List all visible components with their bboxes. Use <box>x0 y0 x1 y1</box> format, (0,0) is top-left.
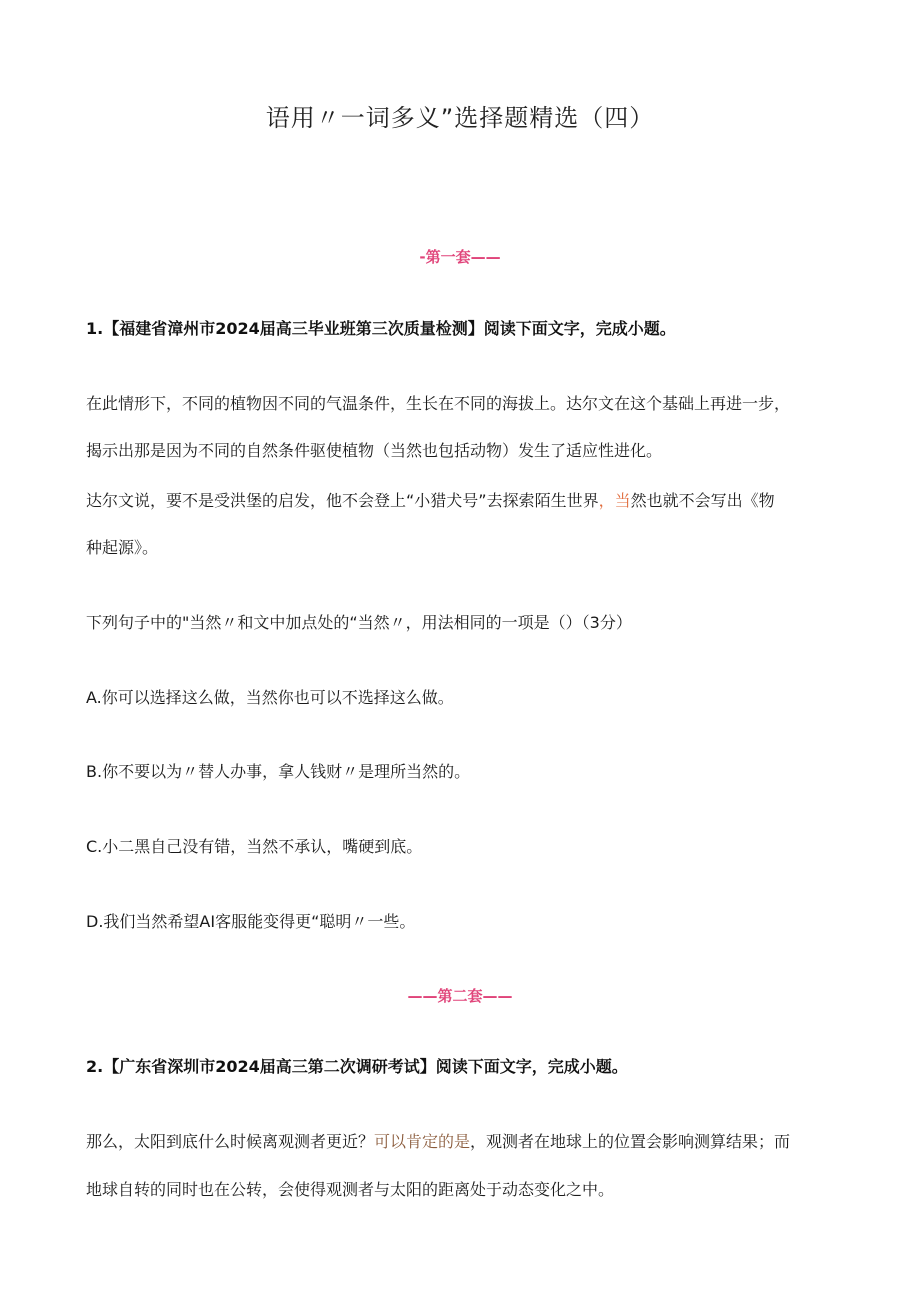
page-title: 语用〃一词多义”选择题精选（四） <box>265 104 655 132</box>
question-2-passage-line-1 <box>86 1129 846 1152</box>
section-divider-set-2: ——第二套—— <box>407 987 513 1005</box>
highlighted-phrase: 可以肯定的是 <box>374 1132 471 1151</box>
question-1-passage-line-1: 在此情形下，不同的植物因不同的气温条件，生长在不同的海拔上。达尔文在这个基础上再进一步， <box>86 394 791 413</box>
option-d: D.我们当然希望AI客服能变得更“聪明〃一些。 <box>86 912 416 931</box>
question-2-passage-line-2: 地球自转的同时也在公转，会使得观测者与太阳的距离处于动态变化之中。 <box>86 1180 615 1199</box>
question-1-heading: 1.【福建省漳州市2024届高三毕业班第三次质量检测】阅读下面文字，完成小题。 <box>86 319 676 338</box>
passage-text: 然也就不会写出《物 <box>630 491 775 510</box>
option-a: A.你可以选择这么做，当然你也可以不选择这么做。 <box>86 688 454 707</box>
question-2-heading: 2.【广东省深圳市2024届高三第二次调研考试】阅读下面文字，完成小题。 <box>86 1057 628 1076</box>
passage-text: ，观测者在地球上的位置会影响测算结果；而 <box>470 1132 791 1151</box>
question-1-prompt: 下列句子中的"当然〃和文中加点处的“当然〃，用法相同的一项是（）（3分） <box>86 613 632 632</box>
passage-text: 达尔文说，要不是受洪堡的启发，他不会登上“小猎犬号”去探索陌生世界 <box>86 491 599 510</box>
passage-text: 那么，太阳到底什么时候离观测者更近？ <box>86 1132 375 1151</box>
question-1-passage-line-4: 种起源》。 <box>86 538 159 557</box>
question-1-passage-line-2: 揭示出那是因为不同的自然条件驱使植物（当然也包括动物）发生了适应性进化。 <box>86 441 663 460</box>
question-1-passage-line-3 <box>86 488 846 511</box>
dotted-word-highlight: ，当 <box>598 491 631 510</box>
option-c: C.小二黑自己没有错，当然不承认，嘴硬到底。 <box>86 837 423 856</box>
section-divider-set-1: -第一套—— <box>419 248 501 266</box>
option-b: B.你不要以为〃替人办事，拿人钱财〃是理所当然的。 <box>86 762 471 781</box>
